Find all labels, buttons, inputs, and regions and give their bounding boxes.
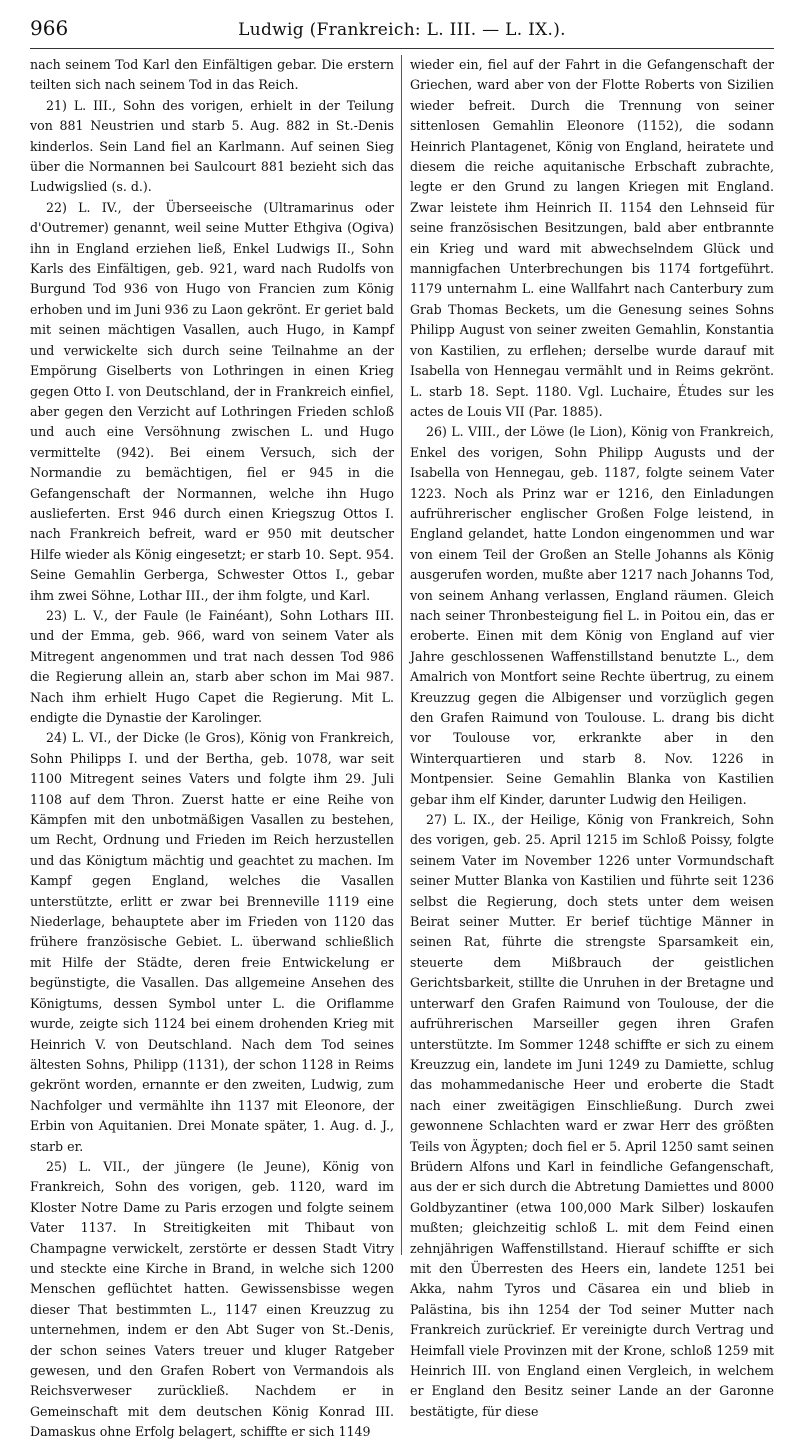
text-columns	[30, 55, 774, 1440]
running-head: Ludwig (Frankreich: L. III. — L. IX.).	[238, 20, 566, 40]
entry-22: 22) L. IV., der Überseeische (Ultramarinus oder d'Outremer) genannt, weil seine Mutter Ethgiva (Ogiva) ihn in England erziehen ließ, Enkel Ludwigs II., Sohn Karls des Einfältigen, geb. 921, ward nach Rudolfs von Burgund Tod 936 von Hugo von Francien zum König erhoben und im Juni 936 zu Laon gekrönt. Er geriet bald mit seinen mächtigen Vasallen, auch Hugo, in Kampf und verwickelte sich durch seine Teilnahme an der Empörung Giselberts von Lothringen in einen Krieg gegen Otto I. von Deutschland, der in Frankreich einfiel, aber gegen den Verzicht auf Lothringen Frieden schloß und auch eine Versöhnung zwischen L. und Hugo vermittelte (942). Bei einem Versuch, sich der Normandie zu bemächtigen, fiel er 945 in die Gefangenschaft der Normannen, welche ihn Hugo auslieferten. Erst 946 durch einen Kriegszug Ottos I. nach Frankreich befreit, ward er 950 mit deutscher Hilfe wieder als König eingesetzt; er starb 10. Sept. 954. Seine Gemahlin Gerberga, Schwester Ottos I., gebar ihm zwei Söhne, Lothar III., der ihm folgte, und Karl.	[30, 199, 394, 603]
entry-24: 24) L. VI., der Dicke (le Gros), König von Frankreich, Sohn Philipps I. und der Bertha, geb. 1078, war seit 1100 Mitregent seines Vaters und folgte ihm 29. Juli 1108 auf dem Thron. Zuerst hatte er eine Reihe von Kämpfen mit den unbotmäßigen Vasallen zu bestehen, um Recht, Ordnung und Frieden im Reich herzustellen und das Königtum mächtig und geachtet zu machen. Im Kampf gegen England, welches die Vasallen unterstützte, erlitt er zwar bei Brenneville 1119 eine Niederlage, behauptete aber im Frieden von 1120 das frühere französische Gebiet. L. überwand schließlich mit Hilfe der Städte, deren freie Entwickelung er begünstigte, die Vasallen. Das allgemeine Ansehen des Königtums, dessen Symbol unter L. die Oriflamme wurde, zeigte sich 1124 bei einem drohenden Krieg mit Heinrich V. von Deutschland. Nach dem Tod seines ältesten Sohns, Philipp (1131), der schon 1128 in Reims gekrönt worden, ernannte er den zweiten, Ludwig, zum Nachfolger und vermählte ihn 1137 mit Eleonore, der Erbin von Aquitanien. Drei Monate später, 1. Aug. d. J., starb er.	[30, 730, 394, 1154]
entry-21: 21) L. III., Sohn des vorigen, erhielt in der Teilung von 881 Neustrien und starb 5. Aug. 882 in St.-Denis kinderlos. Sein Land fiel an Karlmann. Auf seinen Sieg über die Normannen bei Saulcourt 881 bezieht sich das Ludwigslied (s. d.).	[30, 97, 394, 195]
column-divider	[401, 55, 402, 1255]
paragraph: wieder ein, fiel auf der Fahrt in die Gefangenschaft der Griechen, ward aber von der Flotte Roberts von Sizilien wieder befreit. Durch die Trennung von seiner sittenlosen Gemahlin Eleonore (1152), die sodann Heinrich Plantagenet, König von England, heiratete und diesem die reiche aquitanische Erbschaft zubrachte, legte er den Grund zu langen Kriegen mit England. Zwar leistete ihm Heinrich II. 1154 den Lehnseid für seine französischen Besitzungen, bald aber entbrannte ein Krieg und ward mit abwechselndem Glück und mannigfachen Unterbrechungen bis 1174 fortgeführt. 1179 unternahm L. eine Wallfahrt nach Canterbury zum Grab Thomas Beckets, um die Genesung seines Sohns Philipp August von seiner zweiten Gemahlin, Konstantia von Kastilien, zu erflehen; derselbe wurde darauf mit Isabella von Hennegau vermählt und in Reims gekrönt. L. starb 18. Sept. 1180. Vgl. Luchaire, Études sur les actes de Louis VII (Par. 1885).	[410, 57, 774, 419]
page-number: 966	[30, 16, 69, 40]
entry-25: 25) L. VII., der jüngere (le Jeune), König von Frankreich, Sohn des vorigen, geb. 1120, ward im Kloster Notre Dame zu Paris erzogen und folgte seinem Vater 1137. In Streitigkeiten mit Thibaut von Champagne verwickelt, zerstörte er dessen Stadt Vitry und steckte eine Kirche in Brand, in welche sich 1200 Menschen geflüchtet hatten. Gewissensbisse wegen dieser That bestimmten L., 1147 einen Kreuzzug zu unternehmen, indem er den Abt Suger von St.-Denis, der schon seines Vaters treuer und kluger Ratgeber gewesen, und den Grafen Robert von Vermandois als Reichsverweser zurückließ. Nachdem er in Gemeinschaft mit dem deutschen König Konrad III. Damaskus ohne Erfolg belagert, schiffte er sich 1149	[30, 1158, 394, 1440]
entry-26: 26) L. VIII., der Löwe (le Lion), König von Frankreich, Enkel des vorigen, Sohn Philipp Augusts und der Isabella von Hennegau, geb. 1187, folgte seinem Vater 1223. Noch als Prinz war er 1216, den Einladungen aufrührerischer englischer Großen Folge leistend, in England gelandet, hatte London eingenommen und war von einem Teil der Großen an Stelle Johanns als König ausgerufen worden, mußte aber 1217 nach Johanns Tod, von seinem Anhang verlassen, England räumen. Gleich nach seiner Thronbesteigung fiel L. in Poitou ein, das er eroberte. Einen mit dem König von England auf vier Jahre geschlossenen Waffenstillstand benutzte L., dem Amalrich von Montfort seine Rechte übertrug, zu einem Kreuzzug gegen die Albigenser und vorzüglich gegen den Grafen Raimund von Toulouse. L. drang bis dicht vor Toulouse vor, erkrankte aber in den Winterquartieren und starb 8. Nov. 1226 in Montpensier. Seine Gemahlin Blanka von Kastilien gebar ihm elf Kinder, darunter Ludwig den Heiligen.	[410, 424, 774, 807]
left-column	[30, 55, 394, 1440]
page-header	[30, 16, 774, 49]
paragraph: nach seinem Tod Karl den Einfältigen gebar. Die erstern teilten sich nach seinem Tod in das Reich.	[30, 57, 394, 93]
right-column	[410, 55, 774, 1419]
entry-23: 23) L. V., der Faule (le Fainéant), Sohn Lothars III. und der Emma, geb. 966, ward von seinem Vater als Mitregent angenommen und trat nach dessen Tod 986 die Regierung allein an, starb aber schon im Mai 987. Nach ihm erhielt Hugo Capet die Regierung. Mit L. endigte die Dynastie der Karolinger.	[30, 607, 394, 725]
entry-27: 27) L. IX., der Heilige, König von Frankreich, Sohn des vorigen, geb. 25. April 1215 im Schloß Poissy, folgte seinem Vater im November 1226 unter Vormundschaft seiner Mutter Blanka von Kastilien und führte seit 1236 selbst die Regierung, doch stets unter dem weisen Beirat seiner Mutter. Er berief tüchtige Männer in seinen Rat, führte die strengste Sparsamkeit ein, steuerte dem Mißbrauch der geistlichen Gerichtsbarkeit, stillte die Unruhen in der Bretagne und unterwarf den Grafen Raimund von Toulouse, der die aufrührerischen Marseiller gegen ihren Grafen unterstützte. Im Sommer 1248 schiffte er sich zu einem Kreuzzug ein, landete im Juni 1249 zu Damiette, schlug das mohammedanische Heer und eroberte die Stadt nach einer zweitägigen Einschließung. Durch zwei gewonnene Schlachten ward er zwar Herr des größten Teils von Ägypten; doch fiel er 5. April 1250 samt seinen Brüdern Alfons und Karl in feindliche Gefangenschaft, aus der er sich durch die Abtretung Damiettes und 8000 Goldbyzantiner (etwa 100,000 Mark Silber) loskaufen mußten; gleichzeitig schloß L. mit dem Feind einen zehnjährigen Waffenstillstand. Hierauf schiffte er sich mit den Überresten des Heers ein, landete 1251 bei Akka, nahm Tyros und Cäsarea ein und blieb in Palästina, bis ihn 1254 der Tod seiner Mutter nach Frankreich zurückrief. Er vereinigte durch Vertrag und Heimfall viele Provinzen mit der Krone, schloß 1259 mit Heinrich III. von England einen Vergleich, in welchem er England den Besitz seiner Lande an der Garonne bestätigte, für diese	[410, 812, 774, 1419]
